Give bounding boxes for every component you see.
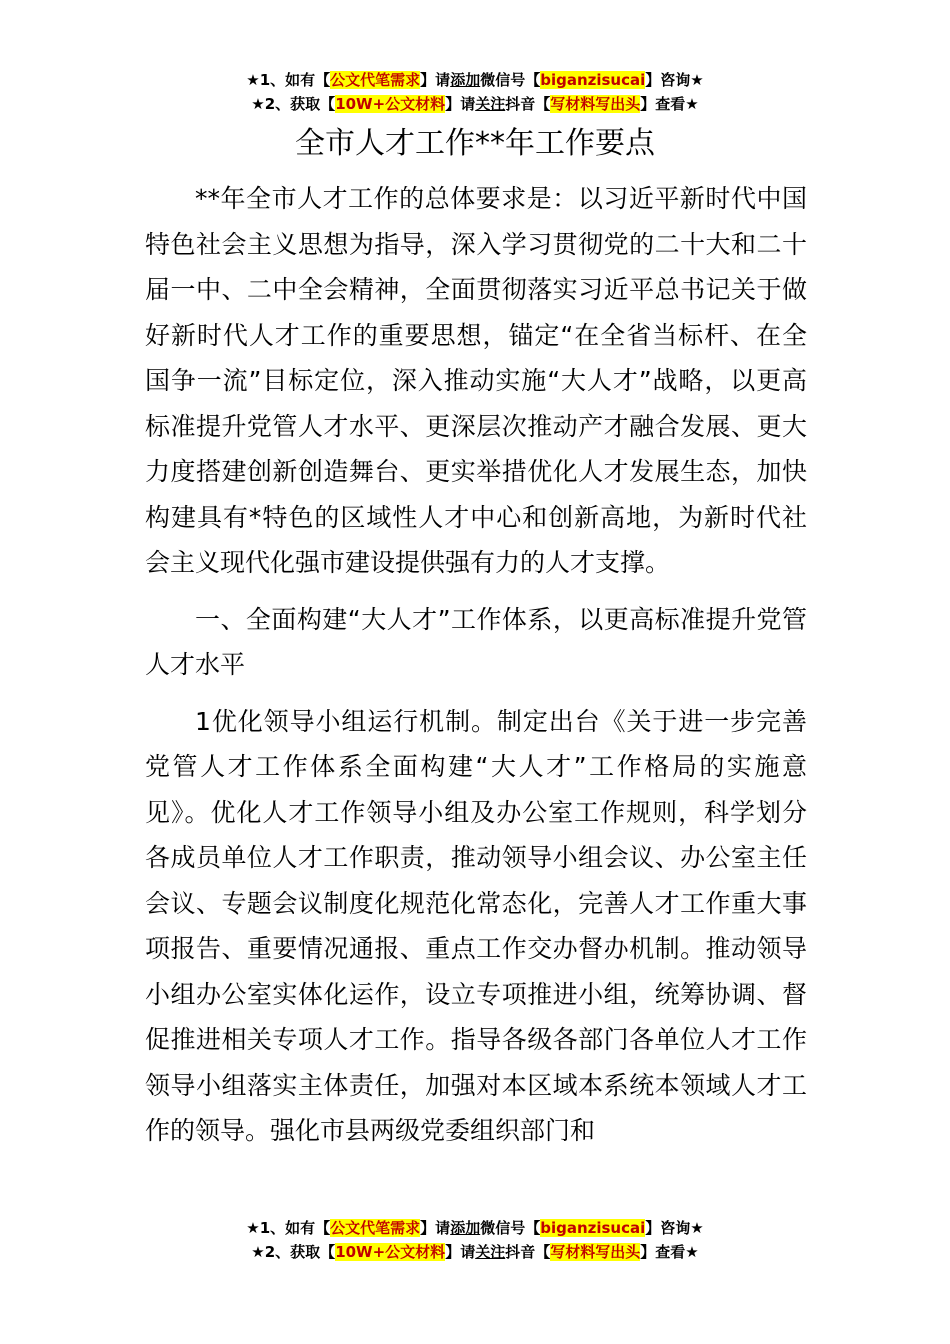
highlight-service: 公文代笔需求 xyxy=(330,1219,421,1237)
paragraph-intro: **年全市人才工作的总体要求是：以习近平新时代中国特色社会主义思想为指导，深入学习贯彻党的二十大和二十届一中、二中全会精神，全面贯彻落实习近平总书记关于做好新时代人才工作的重要思想，锚定“在全省当标杆、在全国争一流”目标定位，深入推动实施“大人才”战略，以更高标准提升党管人才水平、更深层次推动产才融合发展、更大力度搭建创新创造舞台、更实举措优化人才发展生态，加快构建具有*特色的区域性人才中心和创新高地，为新时代社会主义现代化强市建设提供强有力的人才支撑。 xyxy=(145,184,807,577)
highlight-service: 公文代笔需求 xyxy=(330,71,421,89)
document-body xyxy=(145,176,807,1154)
banner-line-2: ★2、获取【10W+公文材料】请关注抖音【写材料写出头】查看★ xyxy=(251,1243,699,1261)
header-banner xyxy=(0,68,950,116)
banner-line-1: ★1、如有【公文代笔需求】请添加微信号【biganzisucai】咨询★ xyxy=(246,1219,704,1237)
footer-banner xyxy=(0,1216,950,1264)
highlight-wechat-id: biganzisucai xyxy=(540,71,646,89)
paragraph-item-1: 1优化领导小组运行机制。制定出台《关于进一步完善党管人才工作体系全面构建“大人才”工作格局的实施意见》。优化人才工作领导小组及办公室工作规则，科学划分各成员单位人才工作职责，推动领导小组会议、办公室主任会议、专题会议制度化规范化常态化，完善人才工作重大事项报告、重要情况通报、重点工作交办督办机制。推动领导小组办公室实体化运作，设立专项推进小组，统筹协调、督促推进相关专项人才工作。指导各级各部门各单位人才工作领导小组落实主体责任，加强对本区域本系统本领域人才工作的领导。强化市县两级党委组织部门和 xyxy=(145,706,807,1145)
banner-line-1: ★1、如有【公文代笔需求】请添加微信号【biganzisucai】咨询★ xyxy=(246,71,704,89)
highlight-wechat-id: biganzisucai xyxy=(540,1219,646,1237)
section-heading-1: 一、全面构建“大人才”工作体系，以更高标准提升党管人才水平 xyxy=(145,604,807,679)
highlight-materials: 10W+公文材料 xyxy=(335,1243,446,1261)
highlight-materials: 10W+公文材料 xyxy=(335,95,446,113)
document-title: 全市人才工作**年工作要点 xyxy=(295,126,655,161)
highlight-douyin: 写材料写出头 xyxy=(550,1243,641,1261)
highlight-douyin: 写材料写出头 xyxy=(550,95,641,113)
banner-line-2: ★2、获取【10W+公文材料】请关注抖音【写材料写出头】查看★ xyxy=(251,95,699,113)
